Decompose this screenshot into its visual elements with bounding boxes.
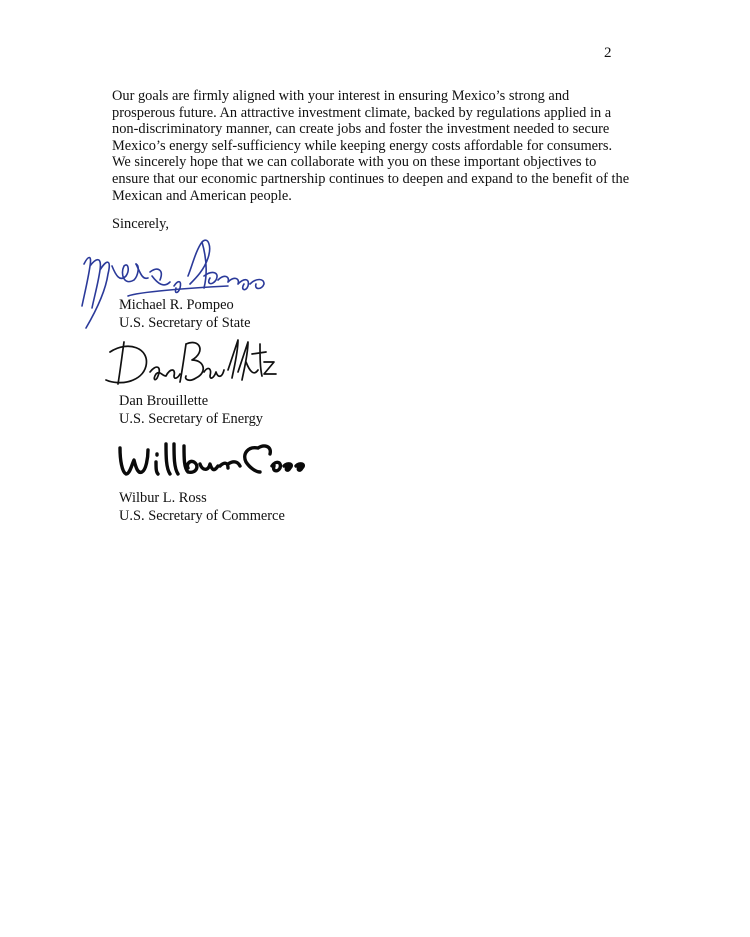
page-number: 2 [604, 45, 612, 61]
signer-block-brouillette [119, 392, 263, 428]
signer-name: Dan Brouillette [119, 393, 209, 409]
signer-title: U.S. Secretary of State [119, 315, 251, 331]
body-paragraph: Our goals are firmly aligned with your interest in ensuring Mexico’s strong and prosperous future. An attractive investment climate, backed by regulations applied in a non-discriminatory manner, can create jobs and foster the investment needed to secure Mexico’s energy self-sufficiency while keeping energy costs affordable for consumers. We sincerely hope that we can collaborate with you on these important objectives to ensure that our economic partnership continues to deepen and expand to the benefit of the Mexican and American people. [112, 88, 630, 204]
signer-block-pompeo [119, 296, 250, 332]
signer-name: Michael R. Pompeo [119, 297, 234, 313]
signer-block-ross [119, 489, 285, 525]
signer-title: U.S. Secretary of Energy [119, 411, 263, 427]
signer-name: Wilbur L. Ross [119, 490, 207, 506]
signer-title: U.S. Secretary of Commerce [119, 508, 285, 524]
closing-salutation: Sincerely, [112, 216, 170, 232]
signature-ross [112, 436, 322, 482]
signature-brouillette [100, 332, 280, 394]
